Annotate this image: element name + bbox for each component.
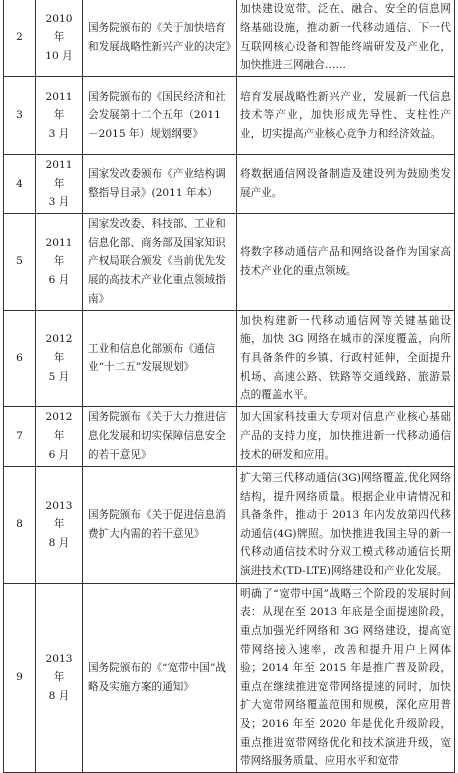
date-text: 2012 年 6 月 — [45, 411, 73, 461]
row-policy: 工业和信息化部颁布《通信业“十二五”发展规划》 — [83, 310, 237, 406]
row-date — [36, 583, 83, 772]
table-row — [4, 583, 455, 772]
row-policy: 国家发改委颁布《产业结构调整指导目录》(2011 年本） — [83, 155, 237, 214]
policy-table — [3, 0, 455, 773]
row-date — [36, 406, 83, 466]
row-number: 2 — [4, 0, 36, 77]
row-date — [36, 310, 83, 406]
row-content: 培育发展战略性新兴产业，发展新一代信息技术等产业，加快形成先导性、支柱性产业，切实提高产业核心竞争力和经济效益。 — [237, 77, 455, 155]
row-number: 5 — [4, 213, 36, 310]
row-policy: 国家发改委、科技部、工业和信息化部、商务部及国家知识产权局联合颁发《当前优先发展的高技术产业化重点领域指南》 — [83, 213, 237, 310]
row-number: 7 — [4, 406, 36, 466]
table-row — [4, 155, 455, 214]
row-policy: 国务院颁布的《国民经济和社会发展第十二个五年（2011－2015 年）规划纲要》 — [83, 77, 237, 155]
date-text: 2011 年 3 月 — [45, 159, 73, 209]
row-date — [36, 466, 83, 583]
row-number: 8 — [4, 466, 36, 583]
row-content: 将数字移动通信产品和网络设备作为国家高技术产业化的重点领域。 — [237, 213, 455, 310]
row-date — [36, 0, 83, 77]
row-content: 加快构建新一代移动通信网等关键基础设施，加快 3G 网络在城市的深度覆盖，向所有具备条件的乡镇、行政村延伸，全面提升机场、高速公路、铁路等交通线路、旅游景点的覆盖水平。 — [237, 310, 455, 406]
date-text: 2011 年 3 月 — [45, 90, 73, 140]
table-row — [4, 406, 455, 466]
row-content: 加快建设宽带、泛在、融合、安全的信息网络基础设施，推动新一代移动通信、下一代互联网核心设备和智能终端研发及产业化，加快推进三网融合…… — [237, 0, 455, 77]
row-content: 明确了“宽带中国”战略三个阶段的发展时间表：从现在至 2013 年底是全面提速阶段，重点加强光纤网络和 3G 网络建设，提高宽带网络接入速率，改善和提升用户上网体验；2014 年至 2015 年是推广普及阶段，重点在继续推进宽带网络提速的同时，加快扩大宽带网络覆盖范围和规模，深化应用普及；2016 年至 2020 年是优化升级阶段，重点推进宽带网络优化和技术演进升级，宽带网络服务质量、应用水平和宽带 — [237, 583, 455, 772]
row-number: 9 — [4, 583, 36, 772]
table-row — [4, 466, 455, 583]
row-policy: 国务院颁布《关于大力推进信息化发展和切实保障信息安全的若干意见》 — [83, 406, 237, 466]
table-row — [4, 213, 455, 310]
table-row — [4, 77, 455, 155]
date-text: 2011 年 6 月 — [45, 236, 73, 287]
table-row — [4, 310, 455, 406]
row-policy: 国务院颁布的《“宽带中国”战略及实施方案的通知》 — [83, 583, 237, 772]
row-number: 6 — [4, 310, 36, 406]
date-text: 2013 年 8 月 — [45, 499, 73, 550]
row-content: 加大国家科技重大专项对信息产业核心基础产品的支持力度，加快推进新一代移动通信技术的研发和应用。 — [237, 406, 455, 466]
row-number: 4 — [4, 155, 36, 214]
table-row — [4, 0, 455, 77]
row-content: 将数据通信网设备制造及建设列为鼓励类发展产业。 — [237, 155, 455, 214]
date-text: 2013 年 8 月 — [45, 652, 73, 703]
row-policy: 国务院颁布的《关于加快培育和发展战略性新兴产业的决定》 — [83, 0, 237, 77]
row-date — [36, 213, 83, 310]
date-text: 2010 年 10 月 — [45, 12, 73, 62]
row-number: 3 — [4, 77, 36, 155]
row-date — [36, 77, 83, 155]
date-text: 2012 年 5 月 — [45, 333, 73, 383]
row-policy: 国务院颁布《关于促进信息消费扩大内需的若干意见》 — [83, 466, 237, 583]
row-date — [36, 155, 83, 214]
row-content: 扩大第三代移动通信(3G)网络覆盖,优化网络结构，提升网络质量。根据企业申请情况和具备条件，推动于 2013 年内发放第四代移动通信(4G)牌照。加快推进我国主导的新一代移动通信技术时分双工模式移动通信长期演进技术(TD-LTE)网络建设和产业化发展。 — [237, 466, 455, 583]
